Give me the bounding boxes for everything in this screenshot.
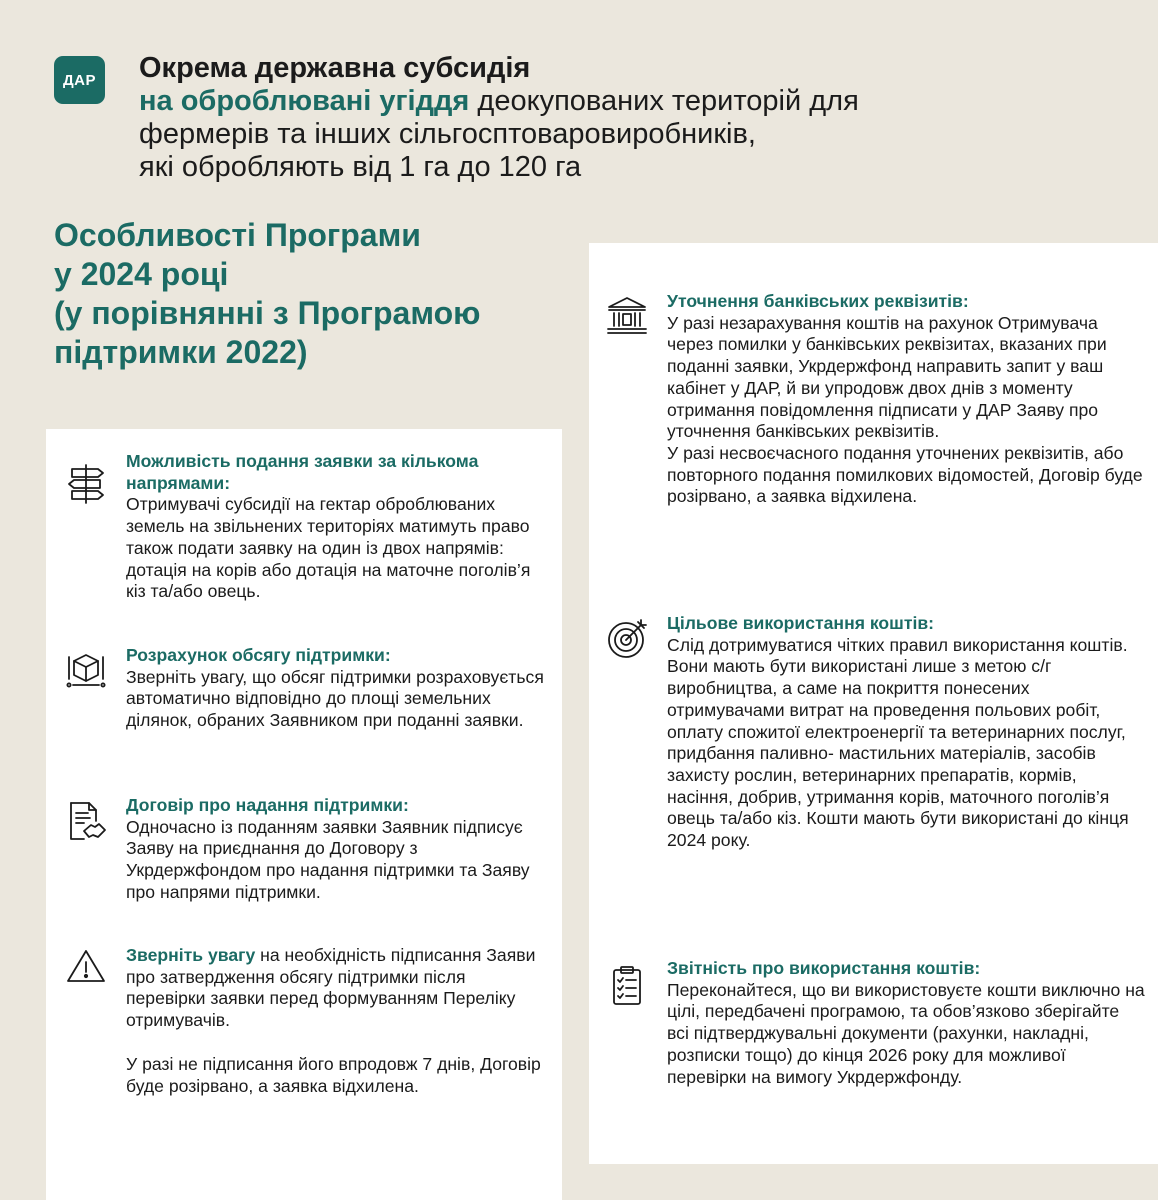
header-line-3: фермерів та інших сільгосптоваровиробників,: [139, 118, 756, 150]
right-card: [589, 243, 1158, 1164]
item-body: Одночасно із поданням заявки Заявник підписує Заяву на приєднання до Договору з Укрдержфондом про надання підтримки та Заяву про напрями підтримки.: [126, 816, 530, 902]
features-title-line: у 2024 році: [54, 256, 229, 292]
logo-text: ДАР: [62, 71, 97, 89]
item-body-2: У разі несвоєчасного подання уточнених реквізитів, або повторного подання помилкових відомостей, Договір буде розірвано, а заявка відхилена.: [667, 442, 1143, 507]
item-body-2: У разі не підписання його впродовж 7 днів, Договір буде розірвано, а заявка відхилена.: [126, 1053, 541, 1096]
item-body: Отримувачі субсидії на гектар оброблюваних земель на звільнених територіях матимуть право також подати заявку на один із двох напрямів: дотація на корів або дотація на маточне поголів’я кіз та/або овець.: [126, 494, 531, 602]
item-body: Переконайтеся, що ви використовуєте кошти виключно на цілі, передбачені програмою, та обов’язково зберігайте всі підтверджувальні документи (рахунки, накладні, розписки тощо) до кінця 2026 року для можливої перевірки на вимогу Укрдержфонду.: [667, 979, 1145, 1087]
item-title: Уточнення банківських реквізитів:: [667, 291, 969, 311]
item-body: Зверніть увагу, що обсяг підтримки розраховується автоматично відповідно до площі земельних ділянок, обраних Заявником при поданні заявки.: [126, 666, 544, 731]
item-attention: [64, 945, 544, 1097]
header-line-1: Окрема державна субсидія: [139, 52, 531, 84]
left-card: [46, 429, 562, 1200]
item-reporting: [605, 958, 1145, 1088]
item-multiple-directions: [64, 451, 544, 603]
item-title: Можливість подання заявки за кількома напрямами:: [126, 451, 479, 493]
item-target-use: [605, 613, 1145, 852]
item-body: Слід дотримуватися чітких правил використання коштів. Вони мають бути використані лише з метою с/г виробництва, а саме на покриття понесених отримувачами витрат на проведення польових робіт, оплату спожитої електроенергії та ветеринарних послуг, придбання паливно- мастильних матеріалів, засобів захисту рослин, ветеринарних препаратів, кормів, насіння, добрив, утримання корів, маточного поголів’я овець та/або кіз. Кошти мають бути використані до кінця 2024 року.: [667, 634, 1129, 851]
features-title-line: (у порівнянні з Програмою: [54, 295, 481, 331]
bank-icon: [605, 293, 649, 337]
item-body: У разі незарахування коштів на рахунок Отримувача через помилки у банківських реквізитах, вказаних при поданні заявки, Укрдержфонд направить запит у ваш кабінет у ДАР, й ви упродовж двох днів з моменту отримання повідомлення підписати у ДАР Заяву про уточнення банківських реквізитів.: [667, 312, 1107, 442]
item-title: Цільове використання коштів:: [667, 613, 935, 633]
features-title-line: Особливості Програми: [54, 217, 421, 253]
warning-icon: [64, 945, 108, 989]
item-body: на необхідність підписання Заяви про затвердження обсягу підтримки після перевірки заявки перед формуванням Переліку отримувачів.: [126, 945, 536, 1031]
header-accent: на оброблювані угіддя: [139, 85, 470, 117]
features-title: [54, 216, 584, 372]
item-bank-details: [605, 291, 1145, 508]
header-line-2: [139, 85, 1099, 118]
item-support-calculation: [64, 645, 544, 732]
page-header: [139, 52, 1099, 184]
package-icon: [64, 647, 108, 691]
item-title: Договір про надання підтримки:: [126, 795, 409, 815]
dar-logo: [54, 56, 105, 104]
item-title: Розрахунок обсягу підтримки:: [126, 645, 391, 665]
features-title-line: підтримки 2022): [54, 334, 308, 370]
header-line-4: які обробляють від 1 га до 120 га: [139, 151, 582, 183]
item-title: Звітність про використання коштів:: [667, 958, 981, 978]
contract-handshake-icon: [64, 799, 108, 843]
item-support-agreement: [64, 795, 544, 904]
target-icon: [605, 617, 649, 661]
clipboard-checklist-icon: [605, 964, 649, 1008]
header-line-2-rest: деокупованих територій для: [469, 85, 859, 117]
signpost-icon: [64, 461, 108, 505]
item-title: Зверніть увагу: [126, 945, 256, 965]
